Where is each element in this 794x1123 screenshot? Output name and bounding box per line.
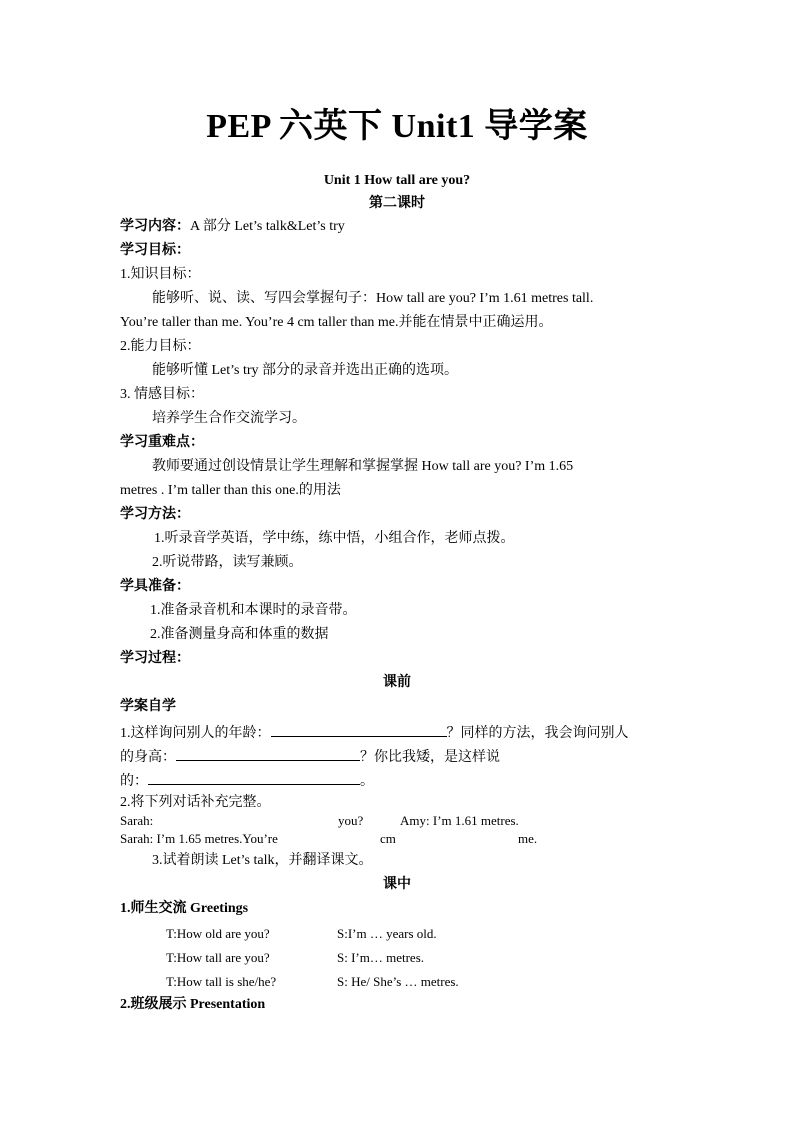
prep-heading: 学具准备： (120, 579, 190, 594)
before-class-heading: 课前 (383, 675, 411, 690)
presentation-heading: 2.班级展示 Presentation (120, 997, 266, 1012)
question-1-line-3 (120, 770, 374, 791)
greeting-student-1: S:I’m … years old. (337, 926, 437, 941)
method-item-1: 1.听录音学英语，学中练，练中悟，小组合作，老师点拨。 (154, 531, 515, 546)
question-3: 3.试着朗读 Let’s talk，并翻译课文。 (152, 853, 373, 868)
q1-text-c: 的身高： (120, 750, 176, 765)
greeting-teacher-3: T:How tall is she/he? (166, 974, 277, 989)
prep-item-2: 2.准备测量身高和体重的数据 (150, 627, 329, 642)
prep-item-1: 1.准备录音机和本课时的录音带。 (150, 603, 357, 618)
greeting-student-3: S: He/ She’s … metres. (337, 974, 459, 989)
ability-text: 能够听懂 Let’s try 部分的录音并选出正确的选项。 (152, 363, 459, 378)
in-class-heading: 课中 (383, 877, 411, 892)
greeting-student-2: S: I’m… metres. (337, 950, 425, 965)
knowledge-text-1: 能够听、说、读、写四会掌握句子：How tall are you? I’m 1.61 metres tall. (152, 291, 594, 306)
knowledge-text-2: You’re taller than me. You’re 4 cm taller than me.并能在情景中正确运用。 (120, 315, 553, 330)
shorter-sentence-blank[interactable] (148, 770, 360, 785)
q1-text-f: 。 (360, 774, 374, 789)
goals-heading: 学习目标： (120, 243, 190, 258)
method-heading: 学习方法： (120, 507, 190, 522)
difficulty-text-2: metres . I’m taller than this one.的用法 (120, 483, 341, 498)
ability-label: 2.能力目标： (120, 339, 201, 354)
greeting-teacher-1: T:How old are you? (166, 926, 270, 941)
question-2: 2.将下列对话补充完整。 (120, 795, 271, 810)
content-line (120, 218, 345, 236)
emotion-label: 3. 情感目标： (120, 387, 204, 402)
age-question-blank[interactable] (271, 722, 447, 737)
lesson-label: 第二课时 (369, 196, 425, 211)
page-title: PEP 六英下 Unit1 导学案 (206, 108, 588, 145)
dialogue-amy: Amy: I’m 1.61 metres. (400, 813, 519, 828)
difficulty-heading: 学习重难点： (120, 435, 204, 450)
q1-text-d: ？你比我矮，是这样说 (360, 750, 500, 765)
dialogue-sarah-1: Sarah: (120, 813, 154, 828)
process-heading: 学习过程： (120, 651, 190, 666)
difficulty-text-1: 教师要通过创设情景让学生理解和掌握掌握 How tall are you? I’m 1.65 (152, 459, 574, 474)
dialogue-sarah-2: Sarah: I’m 1.65 metres.You’re (120, 831, 278, 846)
method-item-2: 2.听说带路，读写兼顾。 (152, 555, 303, 570)
knowledge-label: 1.知识目标： (120, 267, 201, 282)
greeting-teacher-2: T:How tall are you? (166, 950, 270, 965)
greetings-heading: 1.师生交流 Greetings (120, 901, 249, 916)
emotion-text: 培养学生合作交流学习。 (152, 411, 306, 426)
dialogue-you: you? (338, 813, 364, 828)
question-1-line-2 (120, 746, 500, 767)
q1-text-a: 1.这样询问别人的年龄： (120, 726, 271, 741)
dialogue-cm: cm (380, 831, 396, 846)
height-question-blank[interactable] (176, 746, 360, 761)
q1-text-b: ？同样的方法，我会询问别人 (446, 726, 629, 741)
question-1-line-1 (120, 722, 629, 743)
q1-text-e: 的： (120, 774, 148, 789)
dialogue-me: me. (518, 831, 538, 846)
unit-line: Unit 1 How tall are you? (323, 173, 471, 188)
content-text: A 部分 Let’s talk&Let’s try (190, 219, 345, 234)
content-label: 学习内容： (120, 219, 190, 234)
self-study-heading: 学案自学 (120, 699, 176, 714)
